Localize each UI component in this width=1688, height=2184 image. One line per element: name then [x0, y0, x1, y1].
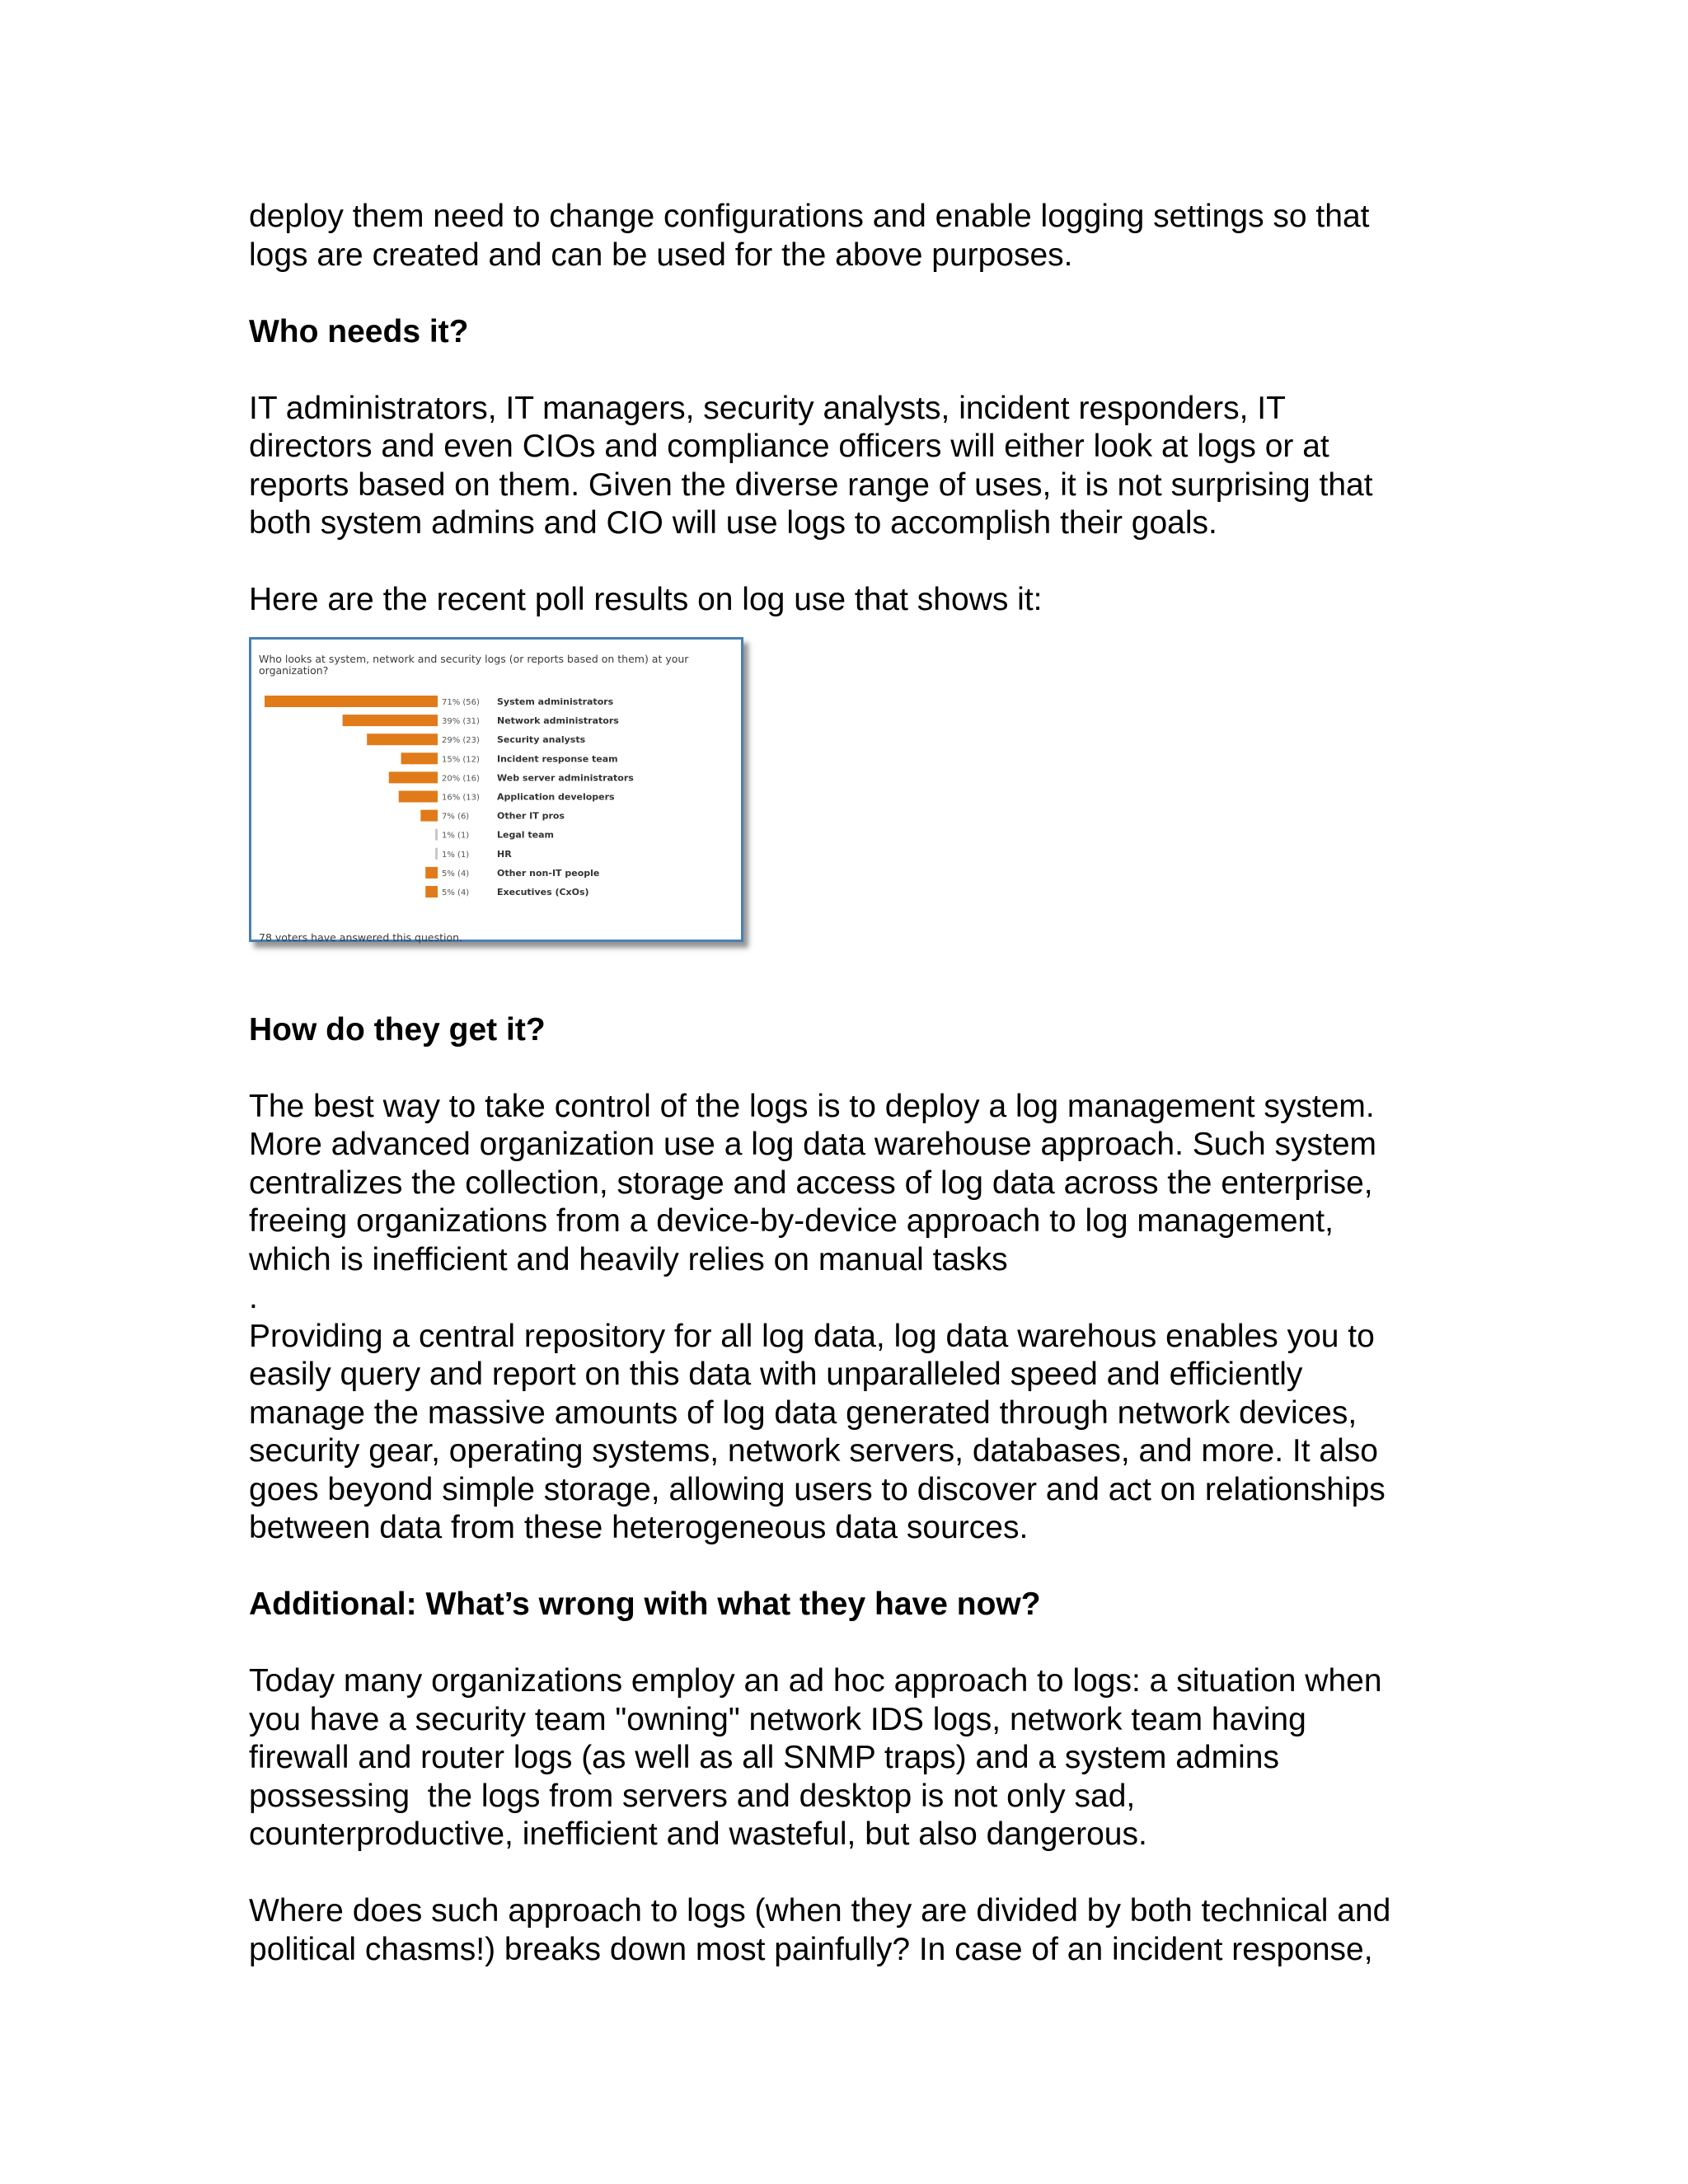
poll-value-label: 7% (6) — [442, 812, 470, 822]
poll-value-label: 1% (1) — [442, 831, 470, 841]
text-line: manage the massive amounts of log data generated through network devices, — [249, 1394, 1357, 1431]
poll-results-figure — [249, 637, 760, 967]
who-needs-it-heading: Who needs it? — [249, 313, 469, 349]
poll-value-label: 20% (16) — [442, 773, 480, 783]
text-line: logs are created and can be used for the above purposes. — [249, 237, 1073, 273]
poll-category-label: Network administrators — [497, 715, 619, 726]
poll-bar — [435, 847, 438, 859]
poll-bar — [420, 809, 438, 821]
poll-value-label: 29% (23) — [442, 735, 480, 745]
text-line: Today many organizations employ an ad hoc approach to logs: a situation when — [249, 1663, 1382, 1699]
text-line: counterproductive, inefficient and wasteful, but also dangerous. — [249, 1816, 1147, 1852]
text-line: Where does such approach to logs (when they are divided by both technical and — [249, 1893, 1391, 1929]
poll-bar — [343, 715, 438, 726]
text-line: goes beyond simple storage, allowing users to discover and act on relationships — [249, 1471, 1386, 1507]
text-line: easily query and report on this data with unparalleled speed and efficiently — [249, 1357, 1303, 1392]
text-line: possessing the logs from servers and desktop is not only sad, — [249, 1778, 1136, 1814]
text-line: firewall and router logs (as well as all SNMP traps) and a system admins — [249, 1740, 1279, 1775]
how-do-they-get-it-heading: How do they get it? — [249, 1011, 546, 1047]
poll-footer: 78 voters have answered this question. — [259, 930, 463, 944]
poll-value-label: 5% (4) — [442, 888, 470, 898]
text-line: IT administrators, IT managers, security analysts, incident responders, IT — [249, 390, 1286, 426]
text-line: security gear, operating systems, network servers, databases, and more. It also — [249, 1433, 1378, 1469]
how-do-they-get-it-paragraph — [249, 1088, 1452, 1548]
text-line: which is inefficient and heavily relies on manual tasks — [249, 1241, 1008, 1277]
poll-value-label: 15% (12) — [442, 754, 480, 764]
poll-value-label: 5% (4) — [442, 869, 470, 879]
text-line: More advanced organization use a log data warehouse approach. Such system — [249, 1127, 1377, 1162]
text-line: centralizes the collection, storage and access of log data across the enterprise, — [249, 1165, 1373, 1201]
poll-value-label: 71% (56) — [442, 697, 480, 707]
poll-bar — [265, 696, 438, 707]
poll-category-label: HR — [497, 848, 512, 860]
text-line: both system admins and CIO will use logs to accomplish their goals. — [249, 505, 1217, 541]
poll-category-label: Legal team — [497, 829, 554, 841]
additional-heading: Additional: What’s wrong with what they have now? — [249, 1586, 1041, 1622]
text-line: Here are the recent poll results on log use that shows it: — [249, 582, 1043, 617]
poll-bar — [389, 771, 438, 783]
poll-bar — [425, 886, 438, 898]
where-paragraph — [249, 1892, 1452, 1969]
poll-category-label: Security analysts — [497, 733, 586, 745]
text-line: deploy them need to change configurations and enable logging settings so that — [249, 199, 1370, 234]
poll-category-label: System administrators — [497, 696, 614, 707]
who-needs-it-paragraph — [249, 390, 1452, 543]
poll-intro-paragraph — [249, 581, 1452, 620]
poll-bar — [401, 752, 438, 764]
text-line: political chasms!) breaks down most painfully? In case of an incident response, — [249, 1931, 1373, 1967]
poll-category-label: Other non-IT people — [497, 867, 600, 879]
poll-question: Who looks at system, network and security logs (or reports based on them) at your organization? — [259, 652, 689, 677]
poll-bar — [425, 866, 438, 878]
text-line: Providing a central repository for all log data, log data warehous enables you to — [249, 1318, 1375, 1354]
intro-paragraph — [249, 198, 1452, 274]
poll-bar — [399, 790, 438, 802]
document-page — [249, 198, 1452, 1969]
poll-bar — [367, 733, 438, 745]
additional-paragraph — [249, 1662, 1452, 1854]
poll-results-box — [249, 637, 743, 942]
poll-bar — [435, 828, 438, 840]
poll-bar-chart — [251, 640, 741, 940]
poll-value-label: 39% (31) — [442, 716, 480, 726]
poll-category-label: Application developers — [497, 791, 615, 802]
poll-value-label: 1% (1) — [442, 850, 470, 860]
text-line: you have a security team "owning" network IDS logs, network team having — [249, 1701, 1306, 1737]
poll-category-label: Executives (CxOs) — [497, 886, 589, 898]
poll-category-label: Web server administrators — [497, 771, 634, 783]
poll-category-label: Incident response team — [497, 752, 618, 764]
text-line: . — [249, 1280, 258, 1315]
poll-value-label: 16% (13) — [442, 793, 480, 802]
text-line: The best way to take control of the logs is to deploy a log management system. — [249, 1088, 1375, 1124]
text-line: reports based on them. Given the diverse range of uses, it is not surprising that — [249, 466, 1373, 503]
text-line: freeing organizations from a device-by-device approach to log management, — [249, 1203, 1334, 1239]
text-line: between data from these heterogeneous data sources. — [249, 1510, 1029, 1545]
poll-category-label: Other IT pros — [497, 810, 565, 822]
text-line: directors and even CIOs and compliance officers will either look at logs or at — [249, 429, 1329, 464]
